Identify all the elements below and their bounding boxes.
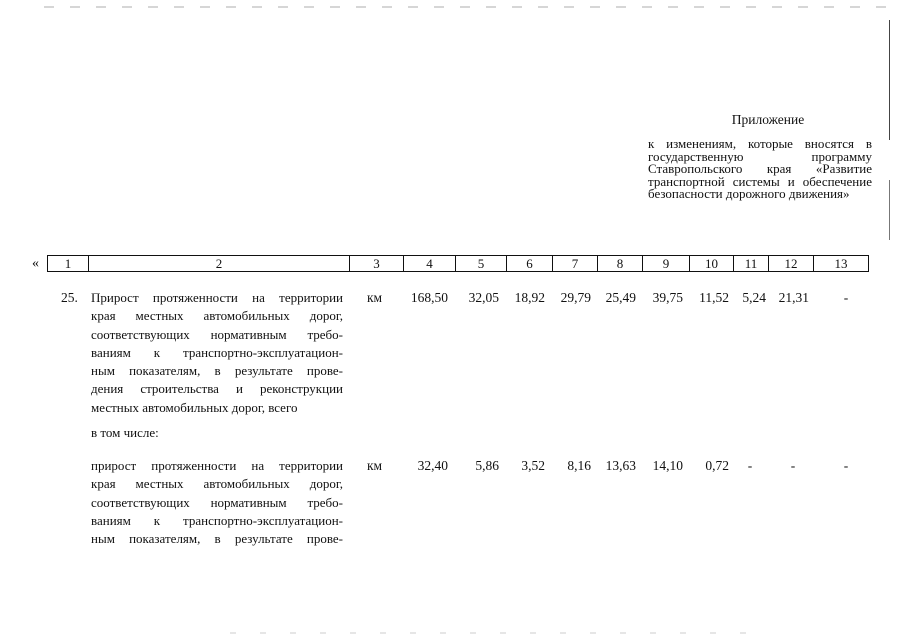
header-col-3: 3 — [350, 256, 404, 271]
header-col-13: 13 — [834, 256, 848, 271]
value-col-8: 25,49 — [605, 290, 636, 305]
header-col-8: 8 — [598, 256, 643, 271]
scan-artifact-top — [44, 6, 894, 8]
row-description-line: дения строительства и реконструкции — [91, 381, 343, 397]
value-col-12: 21,31 — [778, 290, 809, 305]
value-col-11: 5,24 — [742, 290, 766, 305]
subrow-value-col-11: - — [747, 458, 753, 473]
value-col-10: 11,52 — [699, 290, 729, 305]
subrow-description-line: прирост протяженности на территории — [91, 458, 343, 473]
header-col-7: 7 — [553, 256, 598, 271]
subheading: в том числе: — [91, 425, 159, 440]
value-col-9: 39,75 — [652, 290, 683, 305]
value-col-5: 32,05 — [468, 290, 499, 305]
page-edge-line — [889, 20, 890, 140]
row-description-line: местных автомобильных дорог, всего — [91, 399, 298, 415]
scan-artifact-bottom — [230, 632, 750, 634]
subrow-value-col-10: 0,72 — [705, 458, 729, 473]
header-col-11: 11 — [734, 256, 769, 271]
row-description-line: края местных автомобильных дорог, — [91, 308, 343, 324]
header-col-12: 12 — [769, 256, 814, 271]
row-description — [91, 289, 343, 417]
subrow-description-line: края местных автомобильных дорог, — [91, 476, 343, 492]
subrow-value-col-7: 8,16 — [567, 458, 591, 473]
subrow-unit: км — [367, 458, 383, 473]
subrow-value-col-4: 32,40 — [417, 458, 448, 473]
subrow-value-col-9: 14,10 — [652, 458, 683, 473]
subrow-value-col-6: 3,52 — [521, 458, 545, 473]
header-col-2: 2 — [89, 256, 350, 271]
subrow-description-line: соответствующих нормативным требо- — [91, 494, 343, 510]
row-description-line: ваниям к транспортно-эксплуатацион- — [91, 344, 343, 360]
value-col-4: 168,50 — [410, 290, 448, 305]
subrow-value-col-13: - — [843, 458, 849, 473]
subrow-value-col-8: 13,63 — [605, 458, 636, 473]
subrow-value-col-12: - — [790, 458, 796, 473]
subrow-description — [91, 457, 343, 548]
header-col-6: 6 — [507, 256, 553, 271]
page-edge-line-lower — [889, 180, 890, 240]
value-col-7: 29,79 — [560, 290, 591, 305]
row-description-line: Прирост протяженности на территории — [91, 290, 343, 305]
header-col-9: 9 — [643, 256, 690, 271]
header-col-4: 4 — [404, 256, 456, 271]
row-description-line: соответствующих нормативным требо- — [91, 326, 343, 342]
opening-quote: « — [32, 256, 39, 271]
subrow-description-line: ным показателям, в результате прове- — [91, 531, 343, 547]
table-header-row — [47, 255, 869, 272]
header-col-5: 5 — [456, 256, 507, 271]
row-number: 25. — [61, 290, 78, 305]
header-col-10: 10 — [690, 256, 734, 271]
value-col-6: 18,92 — [514, 290, 545, 305]
value-col-13: - — [843, 290, 849, 305]
subrow-description-line: ваниям к транспортно-эксплуатацион- — [91, 512, 343, 528]
row-description-line: ным показателям, в результате прове- — [91, 363, 343, 379]
subrow-value-col-5: 5,86 — [475, 458, 499, 473]
row-unit: км — [367, 290, 383, 305]
header-col-1: 1 — [48, 256, 89, 271]
appendix-text: к изменениям, которые вносятся в государственную программу Ставропольского края «Развитие транспортной системы и обеспечение безопасности дорожного движения» — [648, 136, 872, 202]
appendix-title: Приложение — [731, 112, 805, 127]
